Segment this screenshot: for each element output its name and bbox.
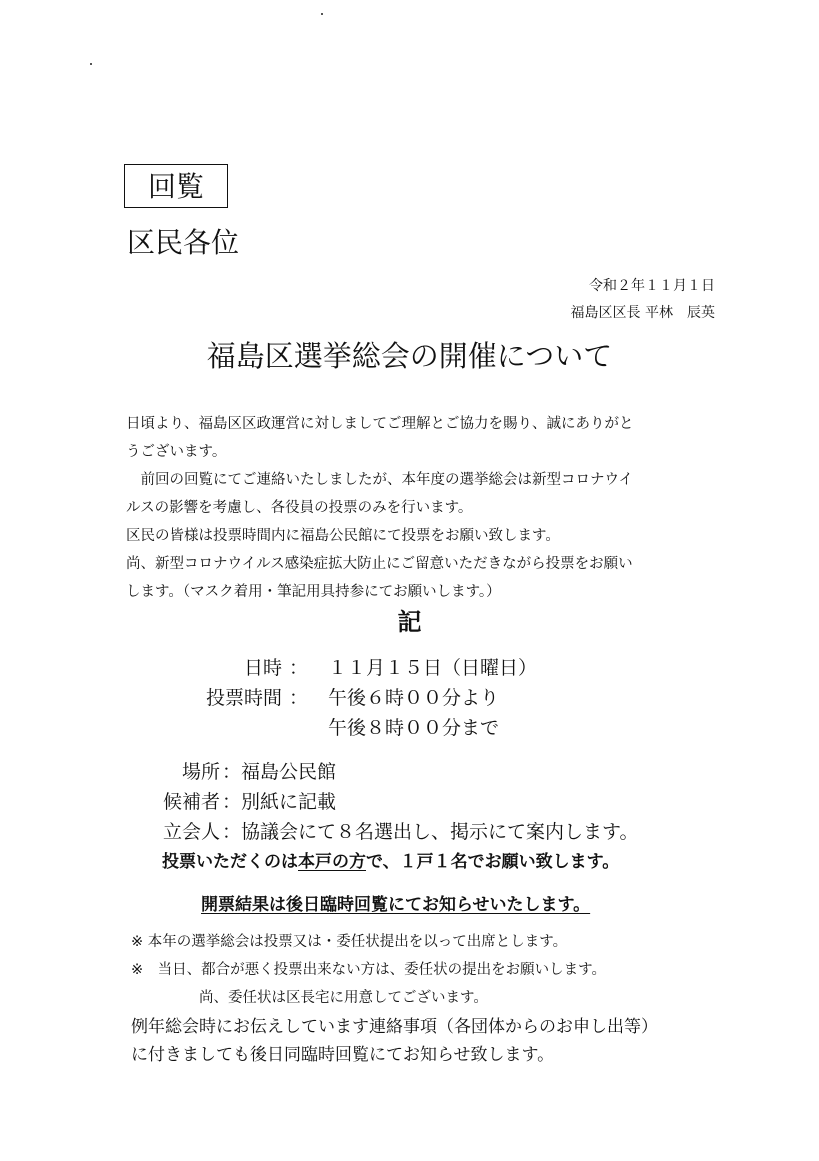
date-colon: ： bbox=[289, 657, 309, 679]
witness-label: 立会人 bbox=[162, 821, 220, 843]
note-line: 尚、委任状は区長宅に用意してございます。 bbox=[199, 990, 488, 1006]
candidates-label: 候補者 bbox=[162, 791, 220, 813]
result-note: 開票結果は後日臨時回覧にてお知らせいたします。 bbox=[201, 895, 591, 915]
sender: 福島区区長 平林 辰英 bbox=[570, 305, 715, 321]
addressee: 区民各位 bbox=[127, 226, 240, 259]
body-line: します。（マスク着用・筆記用具持参にてお願いします。） bbox=[126, 584, 501, 600]
body-line: 尚、新型コロナウイルス感染症拡大防止にご留意いただきながら投票をお願い bbox=[126, 556, 633, 572]
note-line: ※ 当日、都合が悪く投票出来ない方は、委任状の提出をお願いします。 bbox=[131, 962, 606, 978]
candidates-value: ：別紙に記載 bbox=[222, 791, 337, 813]
voting-time-label: 投票時間 bbox=[205, 687, 282, 709]
place-label: 場所 bbox=[181, 761, 220, 783]
body-line: 日頃より、福島区区政運営に対しましてご理解とご協力を賜り、誠にありがと bbox=[126, 416, 634, 432]
ki-heading: 記 bbox=[397, 608, 422, 636]
vote-note-emphasis: 本戸の方 bbox=[298, 852, 366, 872]
scan-speck bbox=[90, 63, 92, 65]
body-line: 区民の皆様は投票時間内に福島公民館にて投票をお願い致します。 bbox=[126, 528, 560, 544]
closing-line: 例年総会時にお伝えしています連絡事項（各団体からのお申し出等） bbox=[131, 1017, 658, 1037]
body-line: 前回の回覧にてご連絡いたしましたが、本年度の選挙総会は新型コロナウイ bbox=[126, 472, 634, 488]
closing-line: に付きましても後日同臨時回覧にてお知らせ致します。 bbox=[131, 1045, 555, 1065]
vote-note-part: 投票いただくのは bbox=[162, 852, 298, 872]
place-value: ：福島公民館 bbox=[222, 761, 337, 783]
voting-time-from: 午後６時００分より bbox=[328, 687, 500, 709]
witness-value: ：協議会にて８名選出し、掲示にて案内します。 bbox=[222, 821, 639, 843]
voting-time-to: 午後８時００分まで bbox=[328, 717, 500, 739]
note-line: ※ 本年の選挙総会は投票又は・委任状提出を以って出席とします。 bbox=[131, 934, 568, 950]
vote-note-part: で、１戸１名でお願い致します。 bbox=[366, 852, 620, 872]
document-date: 令和２年１１月１日 bbox=[589, 278, 715, 294]
circulation-stamp: 回覧 bbox=[124, 164, 228, 208]
document-title: 福島区選挙総会の開催について bbox=[206, 339, 613, 373]
date-value: １１月１５日（日曜日） bbox=[328, 657, 538, 679]
body-line: ルスの影響を考慮し、各役員の投票のみを行います。 bbox=[126, 500, 473, 516]
scan-speck bbox=[321, 13, 323, 15]
voting-time-colon: ： bbox=[289, 687, 309, 709]
body-line: うございます。 bbox=[126, 444, 227, 460]
vote-note bbox=[162, 848, 619, 876]
date-label: 日時 bbox=[243, 657, 282, 679]
